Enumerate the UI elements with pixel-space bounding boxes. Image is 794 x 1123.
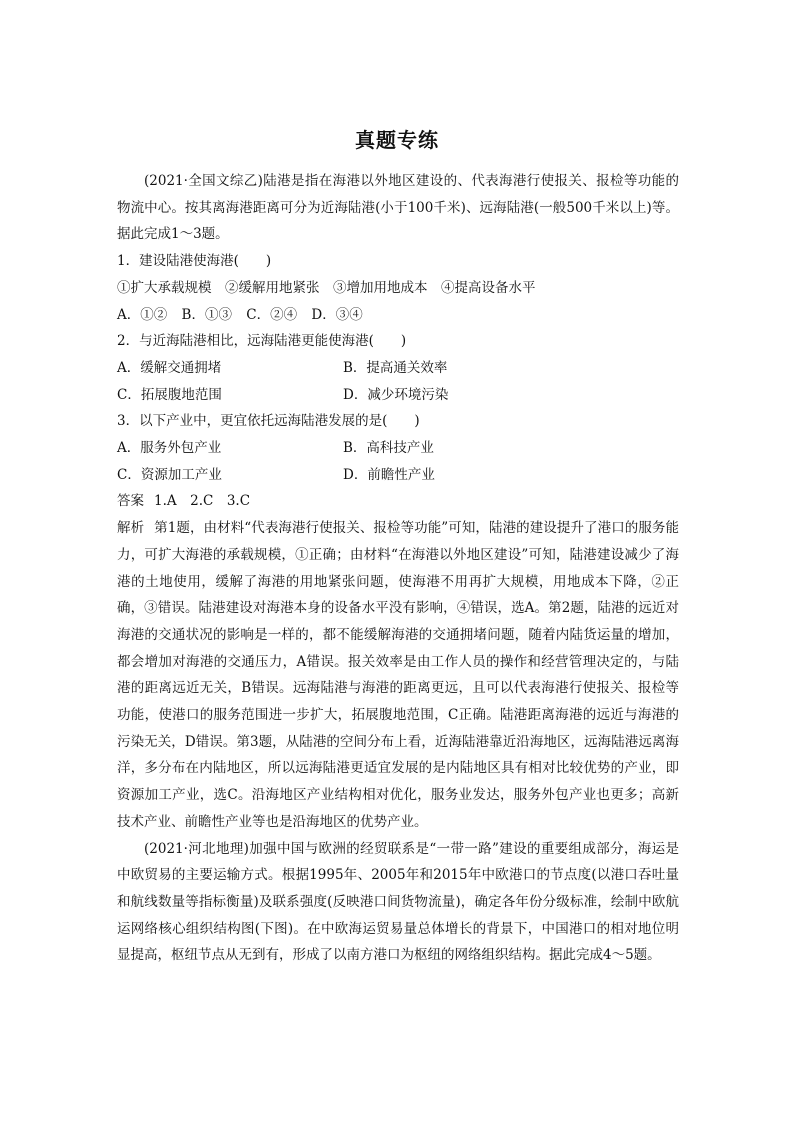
page-title: 真题专练 — [355, 128, 439, 152]
analysis-text: 第1题，由材料“代表海港行使报关、报检等功能”可知，陆港的建设提升了港口的服务能力，可扩大海港的承载规模，①正确；由材料“在海港以外地区建设”可知，陆港建设减少了海港的土地使用，缓解了海港的用地紧张问题，使海港不用再扩大规模，用地成本下降，②正确，③错误。陆港建设对海港本身的设备水平没有影响，④错误，选A。第2题，陆港的远近对海港的交通状况的影响是一样的，都不能缓解海港的交通拥堵问题，随着内陆货运量的增加，都会增加对海港的交通压力，A错误。报关效率是由工作人员的操作和经营管理决定的，与陆港的距离远近无关，B错误。远海陆港与海港的距离更远，且可以代表海港行使报关、报检等功能，使港口的服务范围进一步扩大，拓展腹地范围，C正确。陆港距离海港的远近与海港的污染无关，D错误。第3题，从陆港的空间分布上看，近海陆港靠近沿海地区，远海陆港远离海洋，多分布在内陆地区，所以远海陆港更适宜发展的是内陆地区具有相对比较优势的产业，即资源加工产业，选C。沿海地区产业结构相对优化，服务业发达，服务外包产业也更多；高新技术产业、前瞻性产业等也是沿海地区的优势产业。 — [117, 520, 679, 830]
question-2-option-d: D．减少环境污染 — [343, 386, 449, 403]
document-content — [117, 168, 679, 969]
question-3-option-a: A．服务外包产业 — [117, 440, 222, 457]
question-1-option-b: B．①③ — [181, 306, 232, 323]
question-2-options-row-2 — [117, 382, 679, 409]
question-3-options-row-1 — [117, 435, 679, 462]
question-2-option-c: C．拓展腹地范围 — [117, 386, 222, 403]
question-2-option-b: B．提高通关效率 — [343, 359, 448, 376]
question-3-options-row-2 — [117, 462, 679, 489]
answer-text: 1.A 2.C 3.C — [154, 493, 251, 510]
question-3-stem: 3．以下产业中，更宜依托远海陆港发展的是( ) — [117, 413, 420, 430]
question-2-options-row-1 — [117, 355, 679, 382]
question-2-option-a: A．缓解交通拥堵 — [117, 359, 222, 376]
question-1-option-d: D．③④ — [311, 306, 363, 323]
question-1-option-c: C．②④ — [246, 306, 298, 323]
answer-label: 答案 — [117, 493, 144, 510]
passage-1: (2021·全国文综乙)陆港是指在海港以外地区建设的、代表海港行使报关、报检等功能的物流中心。按其离海港距离可分为近海陆港(小于100千米)、远海陆港(一般500千米以上)等。据此完成1～3题。 — [117, 173, 679, 243]
question-2-stem: 2．与近海陆港相比，远海陆港更能使海港( ) — [117, 333, 407, 350]
answer-line — [117, 488, 679, 515]
question-3-option-d: D．前瞻性产业 — [343, 466, 435, 483]
passage-2: (2021·河北地理)加强中国与欧洲的经贸联系是“一带一路”建设的重要组成部分，海运是中欧贸易的主要运输方式。根据1995年、2005年和2015年中欧港口的节点度(以港口吞吐量和航线数量等指标衡量)及联系强度(反映港口间货物流量)，确定各年份分级标准，绘制中欧航运网络核心组织结构图(下图)。在中欧海运贸易量总体增长的背景下，中国港口的相对地位明显提高，枢纽节点从无到有，形成了以南方港口为枢纽的网络组织结构。据此完成4～5题。 — [117, 840, 679, 964]
analysis-block — [117, 515, 679, 835]
question-1-stem: 1．建设陆港使海港( ) — [117, 253, 272, 270]
question-3-option-c: C．资源加工产业 — [117, 466, 222, 483]
question-1-options — [117, 302, 679, 329]
question-1-option-a: A．①② — [117, 306, 168, 323]
question-3-option-b: B．高科技产业 — [343, 440, 434, 457]
question-1-items: ①扩大承载规模 ②缓解用地紧张 ③增加用地成本 ④提高设备水平 — [117, 279, 536, 296]
analysis-label: 解析 — [117, 520, 145, 537]
